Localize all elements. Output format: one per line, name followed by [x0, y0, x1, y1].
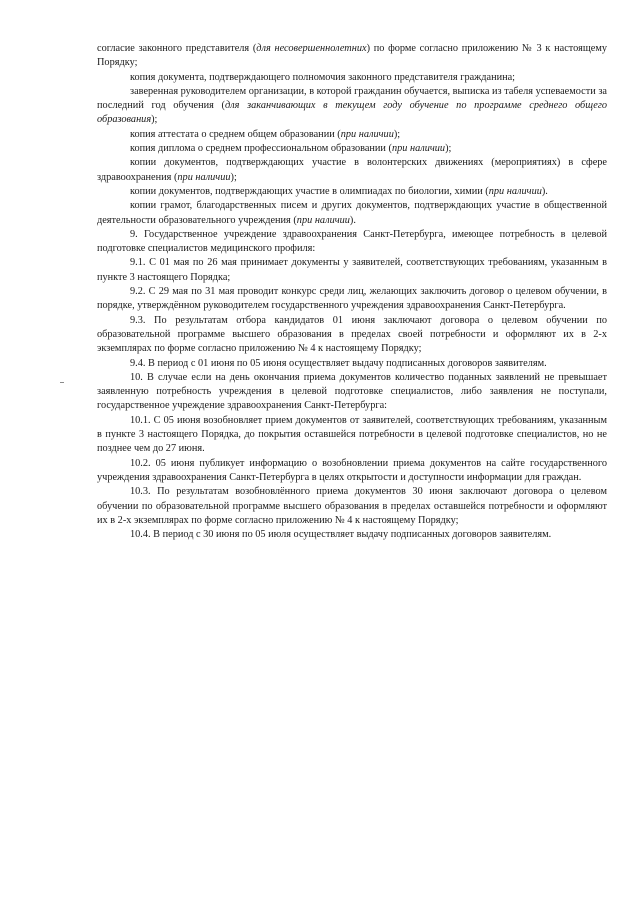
paragraph: [97, 457, 607, 486]
text-run: ) по форме согласно приложению № 3 к настоящему Порядку;: [97, 43, 607, 69]
italic-text: при наличии: [340, 128, 394, 140]
text-run: 9.3. По результатам отбора кандидатов 01 июня заключают договора о целевом обучении по образовательной программе высшего образования в пределах своей потребности и оформляют их в 2-х экземплярах по форме согласно приложению № 4 к настоящему Порядку;: [97, 314, 607, 355]
italic-text: для несовершеннолетних: [256, 43, 367, 54]
text-run: 10.4. В период с 30 июня по 05 июля осуществляет выдачу подписанных договоров заявителям.: [130, 529, 552, 541]
document-body: [97, 42, 607, 542]
italic-text: при наличии: [488, 185, 542, 197]
text-run: );: [230, 171, 237, 183]
paragraph: [97, 285, 607, 314]
paragraph: [97, 128, 607, 142]
paragraph: [97, 256, 607, 285]
paragraph: [97, 357, 607, 371]
text-run: 10.3. По результатам возобновлённого приема документов 30 июня заключают договора о целевом обучении по образовательной программе высшего образования в пределах оставшейся потребности и оформляют их в 2-х экземплярах по форме согласно приложению № 4 к настоящему Порядку;: [97, 486, 607, 526]
text-run: 10. В случае если на день окончания приема документов количество поданных заявлений не превышает заявленную потребность учреждения в целевой подготовке специалистов, либо заявления не поступали, государственное учреждение здравоохранения Санкт-Петербурга:: [97, 371, 607, 412]
text-run: 9.2. С 29 мая по 31 мая проводит конкурс среди лиц, желающих заключить договор о целевом обучении, в порядке, утверждённом руководителем государственного учреждения здравоохранения Санкт-Петербурга.: [97, 286, 607, 312]
text-run: заверенная руководителем организации, в которой гражданин обучается, выписка из табеля успеваемости за последний год обучения (: [97, 85, 607, 112]
text-run: );: [393, 128, 401, 140]
text-run: 10.1. С 05 июня возобновляет прием документов от заявителей, соответствующих требованиям, указанным в пункте 3 настоящего Порядка, до покрытия оставшейся потребности в целевой подготовке специалистов, но не позднее чем до 27 июня.: [97, 414, 607, 455]
paragraph: [97, 528, 607, 542]
text-run: );: [151, 114, 158, 126]
paragraph: [97, 142, 607, 156]
paragraph: [97, 85, 607, 128]
paragraph: [97, 485, 607, 528]
text-run: 9.1. С 01 мая по 26 мая принимает документы у заявителей, соответствующих требованиям, указанным в пункте 3 настоящего Порядка;: [97, 257, 607, 283]
italic-text: при наличии: [177, 171, 231, 183]
italic-text: при наличии: [296, 214, 350, 226]
text-run: копия документа, подтверждающего полномочия законного представителя гражданина;: [130, 71, 516, 83]
text-run: 9.4. В период с 01 июня по 05 июня осуществляет выдачу подписанных договоров заявителям.: [130, 357, 547, 369]
text-run: ).: [349, 214, 356, 226]
text-run: копии документов, подтверждающих участие в олимпиадах по биологии, химии (: [130, 185, 489, 197]
text-run: );: [445, 143, 452, 155]
paragraph: [97, 414, 607, 457]
paragraph: [97, 156, 607, 185]
paragraph: [97, 314, 607, 357]
italic-text: для заканчивающих в текущем году обучение по программе среднего общего образования: [97, 100, 607, 126]
paragraph: [97, 228, 607, 257]
text-run: копия диплома о среднем профессиональном образовании (: [130, 143, 392, 155]
text-run: копия аттестата о среднем общем образовании (: [130, 128, 341, 140]
text-run: согласие законного представителя (: [97, 43, 257, 54]
paragraph: [97, 199, 607, 228]
paragraph: [97, 371, 607, 414]
paragraph: [97, 71, 607, 85]
paragraph: [97, 42, 607, 71]
italic-text: при наличии: [391, 143, 446, 155]
text-run: копии документов, подтверждающих участие в волонтерских движениях (мероприятиях) в сфере здравоохранения (: [97, 157, 607, 183]
text-run: ).: [541, 185, 548, 197]
paragraph: [97, 185, 607, 199]
text-run: копии грамот, благодарственных писем и других документов, подтверждающих участие в общественной деятельности образовательного учреждения (: [97, 200, 607, 226]
margin-mark: [60, 382, 64, 383]
text-run: 9. Государственное учреждение здравоохранения Санкт-Петербурга, имеющее потребность в целевой подготовке специалистов медицинского профиля:: [97, 228, 607, 255]
text-run: 10.2. 05 июня публикует информацию о возобновлении приема документов на сайте государственного учреждения здравоохранения Санкт-Петербурга в целях открытости и доступности информации для граждан.: [97, 457, 607, 483]
